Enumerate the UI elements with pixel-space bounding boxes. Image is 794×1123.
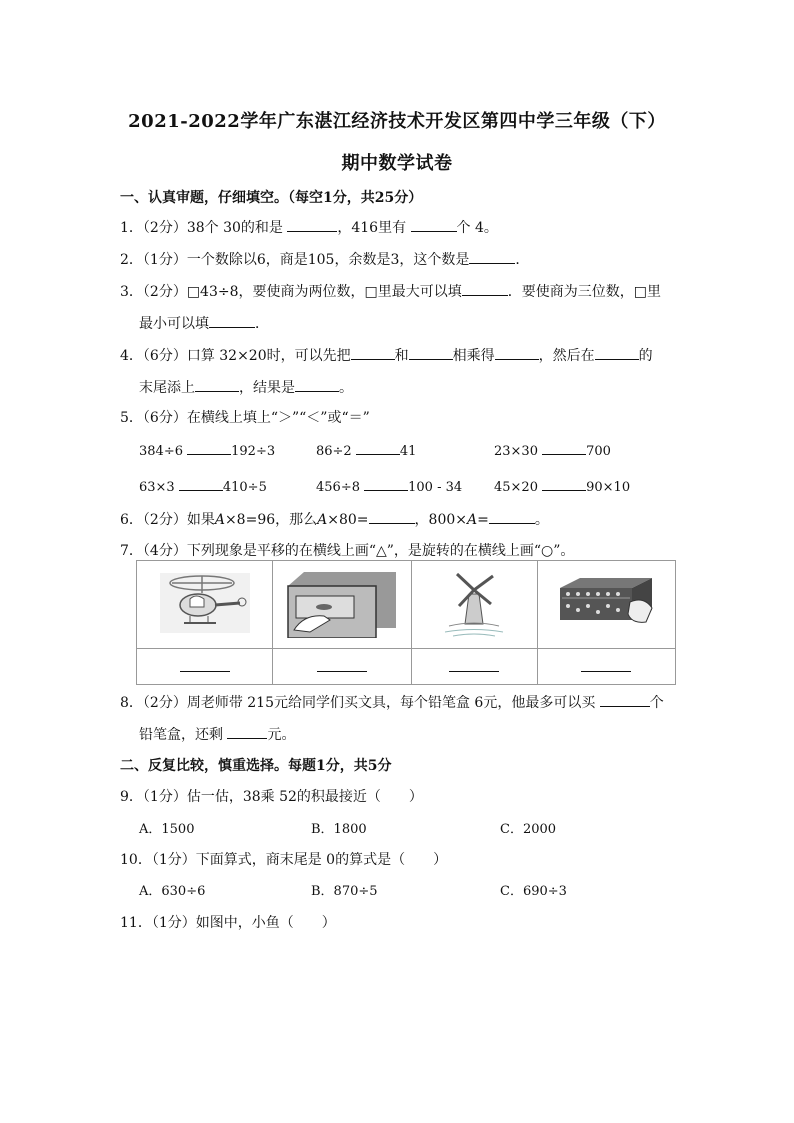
- abacus-icon: [556, 574, 656, 632]
- question-3-cont: 最小可以填 ．: [139, 313, 269, 333]
- compare-item: 45×20 90×10: [494, 476, 630, 495]
- answer-blank[interactable]: [317, 671, 367, 672]
- option-b[interactable]: B．870÷5: [311, 884, 378, 899]
- answer-cell[interactable]: [537, 649, 675, 685]
- answer-blank[interactable]: [542, 476, 586, 491]
- answer-blank[interactable]: [209, 313, 255, 328]
- picture-cell: [537, 561, 675, 649]
- answer-blank[interactable]: [187, 440, 231, 455]
- exam-title-line2: 期中数学试卷: [341, 153, 453, 174]
- question-1: 1．（2分）38个 30的和是 ，416里有 个 4。: [120, 217, 498, 237]
- answer-blank[interactable]: [600, 692, 650, 707]
- answer-blank[interactable]: [180, 671, 230, 672]
- question-5: 5．（6分）在横线上填上“＞”“＜”或“＝”: [120, 410, 370, 426]
- answer-blank[interactable]: [356, 440, 400, 455]
- question-8: 8．（2分）周老师带 215元给同学们买文具，每个铅笔盒 6元，他最多可以买 个: [120, 692, 664, 712]
- answer-cell[interactable]: [411, 649, 537, 685]
- answer-blank[interactable]: [351, 345, 395, 360]
- compare-item: 23×30 700: [494, 440, 611, 459]
- answer-blank[interactable]: [581, 671, 631, 672]
- option-b[interactable]: B．1800: [311, 822, 367, 837]
- question-3: 3．（2分）□43÷8，要使商为两位数，□里最大可以填 ．要使商为三位数，□里: [120, 281, 661, 301]
- answer-blank[interactable]: [409, 345, 453, 360]
- question-9: 9．（1分）估一估，38乘 52的积最接近（ ）: [120, 789, 423, 805]
- compare-item: 456÷8 100 - 34: [316, 476, 462, 495]
- option-a[interactable]: A．1500: [139, 822, 195, 837]
- answer-blank[interactable]: [411, 217, 457, 232]
- section-two-heading: 二、反复比较，慎重选择。每题1分，共5分: [120, 758, 392, 774]
- picture-table: [136, 560, 676, 685]
- question-4: 4．（6分）口算 32×20时，可以先把 和 相乘得 ，然后在 的: [120, 345, 653, 365]
- section-one-heading: 一、认真审题，仔细填空。（每空1分，共25分）: [120, 190, 423, 206]
- answer-blank[interactable]: [179, 476, 223, 491]
- windmill-icon: [439, 568, 509, 638]
- answer-cell[interactable]: [137, 649, 273, 685]
- compare-item: 86÷2 41: [316, 440, 416, 459]
- answer-cell[interactable]: [273, 649, 412, 685]
- question-8-cont: 铅笔盒，还剩 元。: [139, 724, 295, 744]
- compare-item: 63×3 410÷5: [139, 476, 267, 495]
- option-c[interactable]: C．690÷3: [500, 884, 567, 899]
- drawer-icon: [286, 568, 398, 638]
- question-6: 6．（2分）如果A×8=96，那么A×80= ，800×A= 。: [120, 509, 549, 529]
- option-a[interactable]: A．630÷6: [139, 884, 206, 899]
- answer-blank[interactable]: [364, 476, 408, 491]
- answer-blank[interactable]: [495, 345, 539, 360]
- helicopter-icon: [160, 573, 250, 633]
- answer-blank[interactable]: [489, 509, 535, 524]
- question-2: 2．（1分）一个数除以6，商是105，余数是3，这个数是 ．: [120, 249, 529, 269]
- picture-cell: [273, 561, 412, 649]
- exam-title-line1: 2021-2022学年广东湛江经济技术开发区第四中学三年级（下）: [128, 111, 666, 132]
- answer-blank[interactable]: [469, 249, 515, 264]
- picture-cell: [137, 561, 273, 649]
- answer-blank[interactable]: [462, 281, 508, 296]
- answer-blank[interactable]: [595, 345, 639, 360]
- compare-item: 384÷6 192÷3: [139, 440, 275, 459]
- answer-blank[interactable]: [369, 509, 415, 524]
- picture-cell: [411, 561, 537, 649]
- question-7: 7．（4分）下列现象是平移的在横线上画“△”，是旋转的在横线上画“○”。: [120, 543, 575, 559]
- answer-blank[interactable]: [287, 217, 337, 232]
- question-4-cont: 末尾添上 ，结果是 。: [139, 377, 353, 397]
- answer-blank[interactable]: [195, 377, 239, 392]
- answer-blank[interactable]: [227, 724, 267, 739]
- answer-blank[interactable]: [449, 671, 499, 672]
- question-11: 11．（1分）如图中，小鱼（ ）: [120, 915, 336, 931]
- answer-blank[interactable]: [542, 440, 586, 455]
- question-10: 10．（1分）下面算式，商末尾是 0的算式是（ ）: [120, 852, 448, 868]
- option-c[interactable]: C．2000: [500, 822, 557, 837]
- answer-blank[interactable]: [295, 377, 339, 392]
